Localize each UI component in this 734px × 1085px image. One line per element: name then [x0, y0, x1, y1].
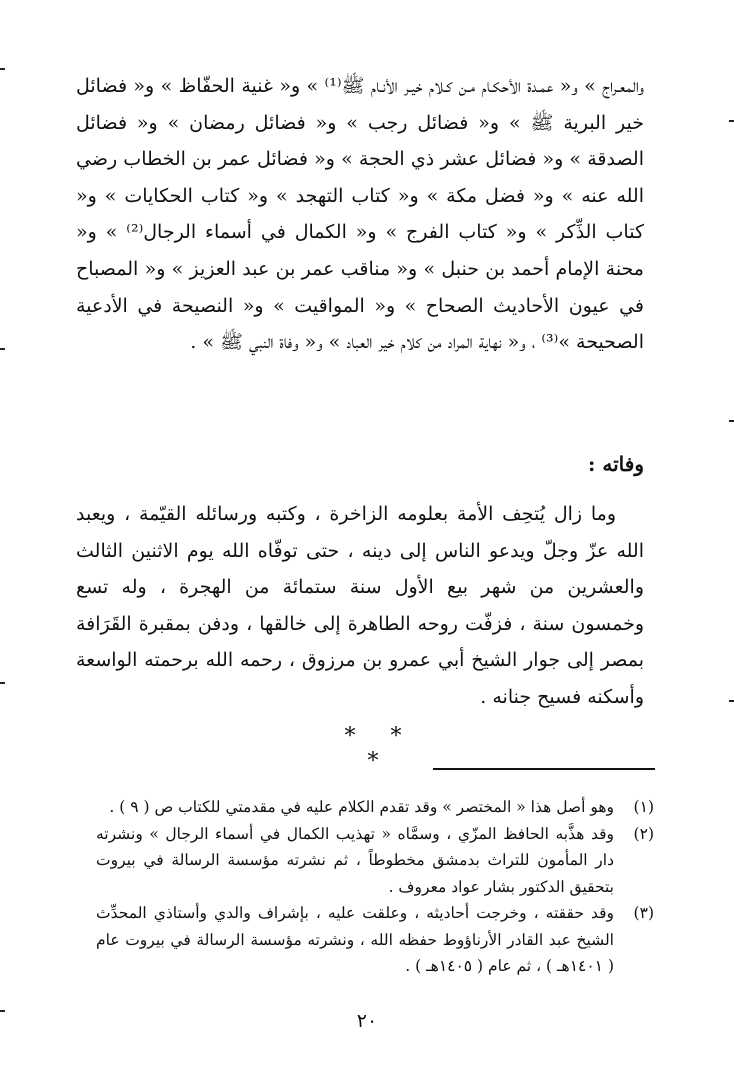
footnote-item [96, 900, 654, 980]
footnote-number: (١) [633, 798, 654, 816]
footnote-number: (٣) [633, 904, 654, 922]
footnotes [96, 794, 654, 980]
section-separator: * * * [344, 724, 416, 774]
body-paragraph-works: والمعـراج » و« عمـدة الأحكـام مـن كـلام خيـر الأنـام ﷺ⁽¹⁾ » و« غنية الحفّاظ » و« فضائل خير البرية ﷺ » و« فضائل رجب » و« فضائل رمضان » و« فضائل الصدقة » و« فضائل عشر ذي الحجة » و« فضائل عمر بن الخطاب رضي الله عنه » و« فضل مكة » و« كتاب التهجد » و« كتاب الحكايات » و« كتاب الذِّكر » و« كتاب الفرج » و« الكمال في أسماء الرجال⁽²⁾ » و« محنة الإمام أحمد بن حنبل » و« مناقب عمر بن عبد العزيز » و« المصباح في عيون الأحاديث الصحاح » و« المواقيت » و« النصيحة في الأدعية الصحيحة »⁽³⁾ ، و« نهاية المراد من كلام خير العباد » و« وفاة النبي ﷺ » . [76, 75, 645, 354]
footnote-rule [433, 768, 655, 770]
margin-mark [729, 700, 734, 702]
footnote-number: (٢) [633, 824, 654, 843]
margin-mark [0, 68, 5, 70]
footnote-item [96, 794, 654, 821]
footnote-text: وقد حققته ، وخرجت أحاديثه ، وعلقت عليه ، بإشراف والدي وأستاذي المحدِّث الشيخ عبد القادر الأرناؤوط حفظه الله ، ونشرته مؤسسة الرسالة في بيروت عام ( ١٤٠١هـ ) ، ثم عام ( ١٤٠٥هـ ) . [96, 904, 614, 975]
section-heading: وفاته : [588, 452, 644, 476]
page-number: ٢٠ [356, 1010, 378, 1032]
margin-mark [0, 348, 5, 350]
footnote-text: وهو أصل هذا « المختصر » وقد تقدم الكلام عليه في مقدمتي للكتاب ص ( ٩ ) . [109, 798, 614, 816]
margin-mark [0, 682, 5, 684]
margin-mark [729, 120, 734, 122]
footnote-text: وقد هذَّبه الحافظ المزّي ، وسمَّاه « تهذيب الكمال في أسماء الرجال » ونشرته دار المأمون للتراث بدمشق مخطوطاً ، ثم نشرته مؤسسة الرسالة في بيروت بتحقيق الدكتور بشار عواد معروف . [96, 824, 614, 896]
body-paragraph-death: وما زال يُتحِف الأمة بعلومه الزاخرة ، وكتبه ورسائله القيّمة ، ويعبد الله عزّ وجلّ ويدعو الناس إلى دينه ، حتى توفّاه الله يوم الاثنين الثالث والعشرين من شهر بيع الأول سنة ستمائة من الهجرة ، وله تسع وخمسون سنة ، فزفّت روحه الطاهرة إلى خالقها ، ودفن بمقبرة القَرَافة بمصر إلى جوار الشيخ أبي عمرو بن مرزوق ، رحمه الله برحمته الواسعة وأسكنه فسيح جنانه . [76, 503, 644, 708]
footnote-item [96, 821, 654, 901]
margin-mark [729, 420, 734, 422]
